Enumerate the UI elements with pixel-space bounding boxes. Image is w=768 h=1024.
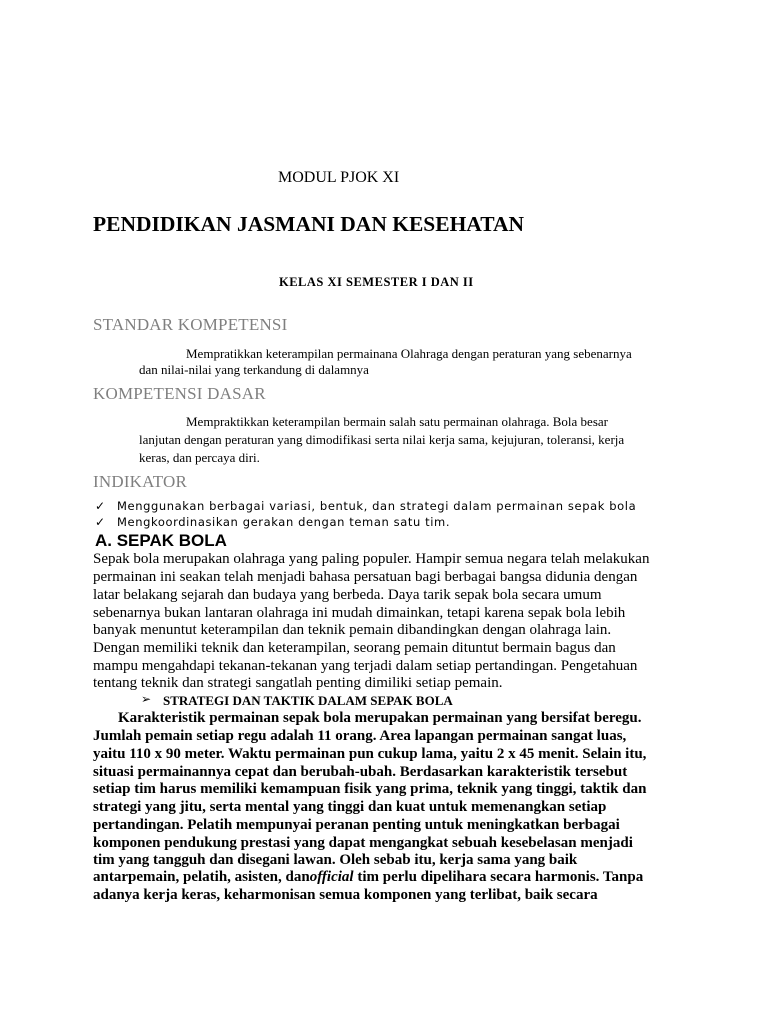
sepak-bola-line-2: permainan ini seakan telah menjadi bahasa persatuan bagi berbagai bangsa didunia dengan — [93, 569, 638, 585]
kompetensi-line-2: lanjutan dengan peraturan yang dimodifikasi serta nilai kerja sama, kejujuran, toleransi, kerja — [139, 432, 625, 447]
kompetensi-line-1: Mempraktikkan keterampilan bermain salah satu permainan olahraga. Bola besar — [186, 414, 608, 429]
sepak-bola-line-3: latar belakang sejarah dan budaya yang berbeda. Daya tarik sepak bola secara umum — [93, 587, 602, 603]
strategi-line-4: situasi permainannya cepat dan berubah-ubah. Berdasarkan karakteristik tersebut — [93, 764, 628, 780]
sepak-bola-line-4: sebenarnya bukan lantaran olahraga ini mudah dimainkan, tetapi karena sepak bola lebih — [93, 605, 626, 621]
sepak-bola-line-5: banyak menuntut keterampilan dan teknik pemain dibandingkan dengan olahraga lain. — [93, 622, 612, 638]
standar-line-2: dan nilai-nilai yang terkandung di dalamnya — [139, 362, 369, 377]
strategi-line-8: komponen pendukung prestasi yang dapat mengangkat sebuah kesebelasan menjadi — [93, 835, 633, 851]
indikator-item-1: Menggunakan berbagai variasi, bentuk, dan strategi dalam permainan sepak bola — [117, 499, 637, 513]
page-title: PENDIDIKAN JASMANI DAN KESEHATAN — [93, 212, 525, 236]
strategi-line-10-post: tim perlu dipelihara secara harmonis. Tanpa — [353, 869, 644, 885]
sepak-bola-line-8: tentang teknik dan strategi sangatlah penting dimiliki setiap pemain. — [93, 675, 503, 691]
sepak-bola-line-6: Dengan memiliki teknik dan keterampilan, seorang pemain dituntut bermain bagus dan — [93, 640, 616, 656]
module-title: MODUL PJOK XI — [278, 169, 400, 186]
strategi-line-10-pre: antarpemain, pelatih, asisten, dan — [93, 869, 310, 885]
standar-heading: STANDAR KOMPETENSI — [93, 315, 288, 334]
strategi-heading: STRATEGI DAN TAKTIK DALAM SEPAK BOLA — [163, 693, 453, 708]
strategi-line-3: yaitu 110 x 90 meter. Waktu permainan pun cukup lama, yaitu 2 x 45 menit. Selain itu, — [93, 746, 647, 762]
sepak-bola-line-7: mampu mengahdapi tekanan-tekanan yang terjadi dalam setiap pertandingan. Pengetahuan — [93, 658, 638, 674]
checkmark-icon: ✓ — [95, 499, 106, 513]
strategi-line-5: setiap tim harus memiliki kemampuan fisik yang prima, teknik yang tinggi, taktik dan — [93, 781, 647, 797]
sepak-bola-line-1: Sepak bola merupakan olahraga yang paling populer. Hampir semua negara telah melakukan — [93, 551, 650, 567]
strategi-line-2: Jumlah pemain setiap regu adalah 11 orang. Area lapangan permainan sangat luas, — [93, 728, 627, 744]
kompetensi-heading: KOMPETENSI DASAR — [93, 384, 266, 403]
indikator-item-2: Mengkoordinasikan gerakan dengan teman satu tim. — [117, 515, 451, 529]
checkmark-icon: ✓ — [95, 515, 106, 529]
class-line: KELAS XI SEMESTER I DAN II — [279, 275, 474, 289]
official-italic: official — [309, 869, 354, 885]
strategi-line-1: Karakteristik permainan sepak bola merupakan permainan yang bersifat beregu. — [118, 710, 642, 726]
sepak-bola-heading: A. SEPAK BOLA — [95, 531, 227, 550]
standar-line-1: Mempratikkan keterampilan permainana Olahraga dengan peraturan yang sebenarnya — [186, 346, 632, 361]
strategi-line-11: adanya kerja keras, keharmonisan semua komponen yang terlibat, baik secara — [93, 887, 598, 903]
strategi-line-9: tim yang tangguh dan disegani lawan. Oleh sebab itu, kerja sama yang baik — [93, 852, 578, 868]
strategi-line-7: pertandingan. Pelatih mempunyai peranan penting untuk meningkatkan berbagai — [93, 817, 620, 833]
strategi-line-10 — [93, 869, 643, 886]
arrow-bullet-icon: ➢ — [141, 692, 152, 706]
kompetensi-line-3: keras, dan percaya diri. — [139, 450, 260, 465]
indikator-heading: INDIKATOR — [93, 472, 188, 491]
strategi-line-6: strategi yang jitu, serta mental yang tinggi dan kuat untuk memenangkan setiap — [93, 799, 607, 815]
